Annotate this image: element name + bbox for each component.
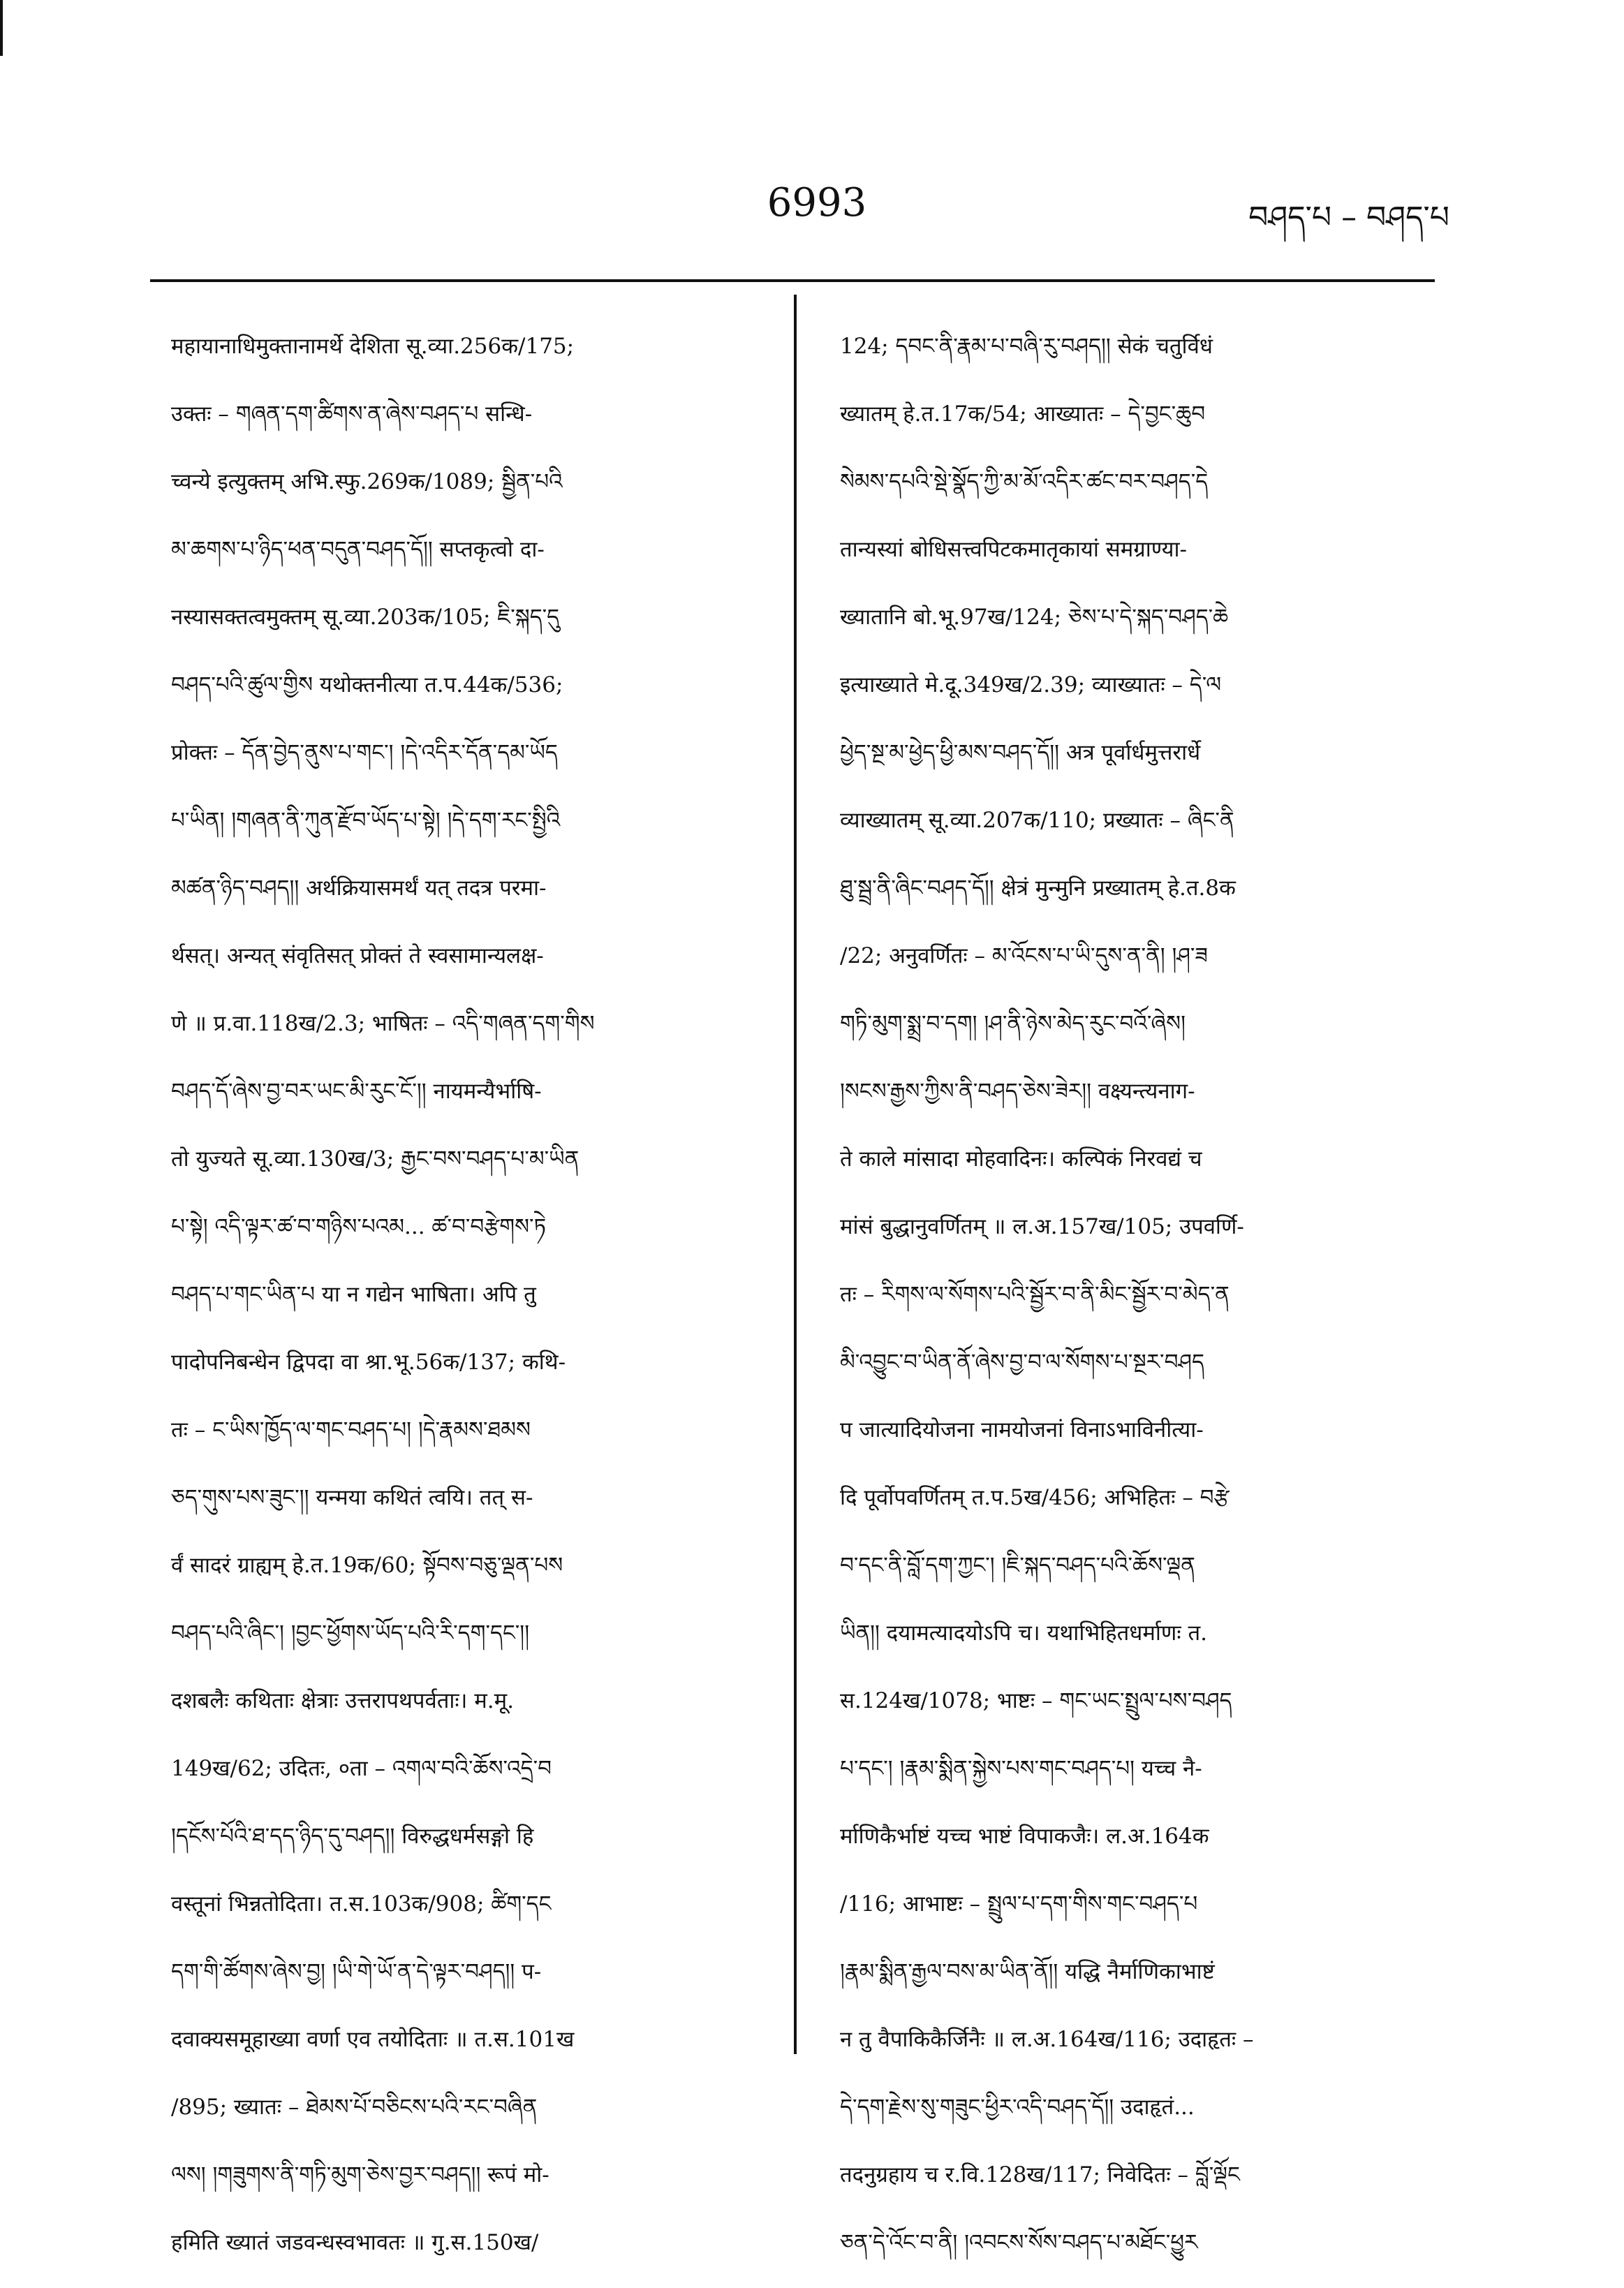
text-line: न तु वैपाकिकैर्जिनैः ॥ ल.अ.164ख/116; उदाहृतः –: [840, 2027, 1254, 2052]
column-divider: [794, 295, 797, 2054]
text-line: मांसं बुद्धानुवर्णितम् ॥ ल.अ.157ख/105; उपवर्णि-: [840, 1214, 1244, 1239]
text-line: ཅན་དེ་འོང་བ་ནི། །འབངས་སོས་བཤད་པ་མཐོང་ཕྱུར: [840, 2230, 1198, 2255]
text-line: བཤད་པའི་ཚུལ་གྱིས यथोक्तनीत्या त.प.44क/536;: [171, 672, 563, 698]
text-line: མཚན་ཉིད་བཤད།། अर्थक्रियासमर्थं यत् तदत्र परमा-: [171, 876, 547, 901]
text-line: दवाक्यसमूहाख्या वर्णा एव तयोदिताः ॥ त.स.101ख: [171, 2027, 575, 2052]
text-line: ཕྱེད་སྔ་མ་ཕྱེད་ཕྱི་མས་བཤད་དོ།། अत्र पूर्वार्धमुत्तरार्धे: [840, 740, 1201, 765]
text-line: བཤད་པའི་ཞིང་། །བྱང་ཕྱོགས་ཡོད་པའི་རི་དག་དང་།།: [171, 1621, 530, 1646]
text-line: མི་འབྱུང་བ་ཡིན་ནོ་ཞེས་བྱ་བ་ལ་སོགས་པ་སྔར་བཤད: [840, 1350, 1204, 1375]
text-line: तो युज्यते सू.व्या.130ख/3; རྒྱང་བས་བཤད་པ་མ་ཡིན: [171, 1146, 580, 1172]
text-line: र्माणिकैर्भाष्टं यच्च भाष्टं विपाकजैः। ल.अ.164क: [840, 1824, 1209, 1849]
text-line: 149ख/62; उदितः, ०ता – འགལ་བའི་ཆོས་འདྲེ་བ: [171, 1756, 552, 1781]
text-line: མ་ཆགས་པ་ཉིད་ཕན་བདུན་བཤད་དོ།། सप्तकृत्वो दा-: [171, 537, 545, 562]
text-line: ཅད་གུས་པས་ཟུང་།། यन्मया कथितं त्वयि। तत् स-: [171, 1485, 533, 1510]
text-line: ལས། །གཟུགས་ནི་གཏི་མུག་ཅེས་བྱར་བཤད།། रूपं मो-: [171, 2162, 549, 2187]
scan-edge-mark: [0, 0, 3, 56]
text-line: तान्यस्यां बोधिसत्त्वपिटकमातृकायां समग्राण्या-: [840, 537, 1187, 562]
text-line: तः – ང་ཡིས་ཁྱོད་ལ་གང་བཤད་པ། །དེ་རྣམས་ཐམས: [171, 1417, 531, 1442]
text-line: /22; अनुवर्णितः – མ་འོངས་པ་ཡི་དུས་ན་ནི། །ཤ་ཟ: [840, 943, 1208, 968]
text-line: पादोपनिबन्धेन द्विपदा वा श्रा.भू.56क/137; कथि-: [171, 1350, 566, 1375]
text-line: དག་གི་ཚོགས་ཞེས་བྱ། །ཡི་གེ་ཡོ་ན་དེ་ལྟར་བཤད།། प-: [171, 1959, 542, 1984]
text-line: नस्यासक्तत्वमुक्तम् सू.व्या.203क/105; ཇི་སྐད་དུ: [171, 605, 560, 630]
text-line: स.124ख/1078; भाष्टः – གང་ཡང་སྤྲུལ་པས་བཤད: [840, 1688, 1232, 1713]
header-rule: [150, 279, 1435, 282]
text-line: र्वं सादरं ग्राह्यम् हे.त.19क/60; སྟོབས་བཅུ་ལྡན་པས: [171, 1553, 563, 1578]
text-line: प्रोक्तः – དོན་བྱེད་ནུས་པ་གང་། །དེ་འདིར་དོན་དམ་ཡོད: [171, 740, 558, 765]
text-line: तः – རིགས་ལ་སོགས་པའི་སྦྱོར་བ་ནི་མིང་སྦྱོར་བ་མེད་ན: [840, 1282, 1230, 1307]
text-line: ख्यातम् हे.त.17क/54; आख्यातः – དེ་བྱང་ཆུབ: [840, 401, 1206, 427]
text-line: च्वन्ये इत्युक्तम् अभि.स्फु.269क/1089; སྦྱིན་པའི: [171, 469, 563, 494]
text-line: प जात्यादियोजना नामयोजनां विनाऽभाविनीत्या-: [840, 1417, 1204, 1442]
left-column: [171, 313, 775, 2255]
text-line: तदनुग्रहाय च र.वि.128ख/117; निवेदितः – བློ་ལྡོང: [840, 2162, 1240, 2187]
text-line: हमिति ख्यातं जडवन्धस्वभावतः ॥ गु.स.150ख/: [171, 2230, 539, 2255]
text-line: །རྣམ་སྨིན་རྒྱལ་བས་མ་ཡིན་ནོ།། यद्धि नैर्माणिकाभाष्टं: [840, 1959, 1215, 1984]
text-line: 124; དབང་ནི་རྣམ་པ་བཞི་རུ་བཤད།། सेकं चतुर्विधं: [840, 334, 1213, 359]
text-line: इत्याख्याते मे.दू.349ख/2.39; व्याख्यातः – དེ་ལ: [840, 672, 1222, 698]
text-line: दि पूर्वोपवर्णितम् त.प.5ख/456; अभिहितः – བརྩེ: [840, 1485, 1230, 1510]
text-line: བཤད་པ་གང་ཡིན་པ या न गद्येन भाषिता। अपि तु: [171, 1282, 536, 1307]
text-line: वस्तूनां भिन्नतोदिता। त.स.103क/908; ཚིག་དང: [171, 1891, 552, 1917]
text-line: གཏི་མུག་སྨྲ་བ་དག། །ཤ་ནི་ཉེས་མེད་རུང་བའོ་ཞེས།: [840, 1011, 1186, 1036]
text-line: སེམས་དཔའི་སྡེ་སྣོད་ཀྱི་མ་མོ་འདིར་ཚང་བར་བཤད་དེ: [840, 469, 1209, 494]
text-line: ख्यातानि बो.भू.97ख/124; ཅེས་པ་དེ་སྐད་བཤད་ཆེ: [840, 605, 1229, 630]
text-line: །དངོས་པོའི་ཐ་དད་ཉིད་དུ་བཤད།། विरुद्धधर्मसङ्गो हि: [171, 1824, 534, 1849]
text-line: དེ་དག་རྗེས་སུ་གཟུང་ཕྱིར་འདི་བཤད་དོ།། उदाहृतं...: [840, 2095, 1195, 2120]
text-line: བ་དང་ནི་བློ་དག་ཀྱང་། །ཇི་སྐད་བཤད་པའི་ཆོས་ལྡན: [840, 1553, 1195, 1578]
text-line: र्थसत्। अन्यत् संवृतिसत् प्रोक्तं ते स्वसामान्यलक्ष-: [171, 943, 544, 968]
text-line: णे ॥ प्र.वा.118ख/2.3; भाषितः – འདི་གཞན་དག་གིས: [171, 1011, 595, 1036]
text-line: ཐུ་སྦྲ་ནི་ཞིང་བཤད་དོ།། क्षेत्रं मुन्मुनि प्रख्यातम् हे.त.8क: [840, 876, 1236, 901]
text-line: པ་དང་། །རྣམ་སྨིན་སྐྱེས་པས་གང་བཤད་པ། यच्च नै-: [840, 1756, 1202, 1781]
text-line: བཤད་དོ་ཞེས་བྱ་བར་ཡང་མི་རུང་ངོ་།། नायमन्यैर्भाषि-: [171, 1079, 542, 1104]
right-column: [840, 313, 1444, 2255]
text-line: उक्तः – གཞན་དག་ཚིགས་ན་ཞེས་བཤད་པ सन्धि-: [171, 401, 533, 427]
text-line: པ་ཡིན། །གཞན་ནི་ཀུན་རྫོབ་ཡོད་པ་སྟེ། །དེ་དག་རང་སྤྱིའི: [171, 808, 561, 833]
text-line: ते काले मांसादा मोहवादिनः। कल्पिकं निरवद्यं च: [840, 1146, 1202, 1172]
text-line: །སངས་རྒྱས་ཀྱིས་ནི་བཤད་ཅེས་ཟེར།། वक्ष्यन्त्यनाग-: [840, 1079, 1195, 1104]
running-head: བཤད་པ – བཤད་པ: [1248, 200, 1449, 235]
text-line: महायानाधिमुक्तानामर्थे देशिता सू.व्या.256क/175;: [171, 334, 575, 359]
text-line: /895; ख्यातः – ཐེམས་པོ་བཅིངས་པའི་རང་བཞིན: [171, 2095, 538, 2120]
text-line: दशबलैः कथिताः क्षेत्राः उत्तरापथपर्वताः। म.मू.: [171, 1688, 515, 1713]
text-line: པ་སྟེ། འདི་ལྟར་ཚ་བ་གཉིས་པའམ... ཚ་བ་བརྩེགས་ཏེ: [171, 1214, 547, 1239]
text-line: ཡིན།། दयामत्यादयोऽपि च। यथाभिहितधर्माणः त.: [840, 1621, 1207, 1646]
text-line: व्याख्यातम् सू.व्या.207क/110; प्रख्यातः – ཞིང་ནི: [840, 808, 1234, 833]
text-line: /116; आभाष्टः – སྤྲུལ་པ་དག་གིས་གང་བཤད་པ: [840, 1891, 1198, 1917]
page-number: 6993: [767, 180, 867, 226]
